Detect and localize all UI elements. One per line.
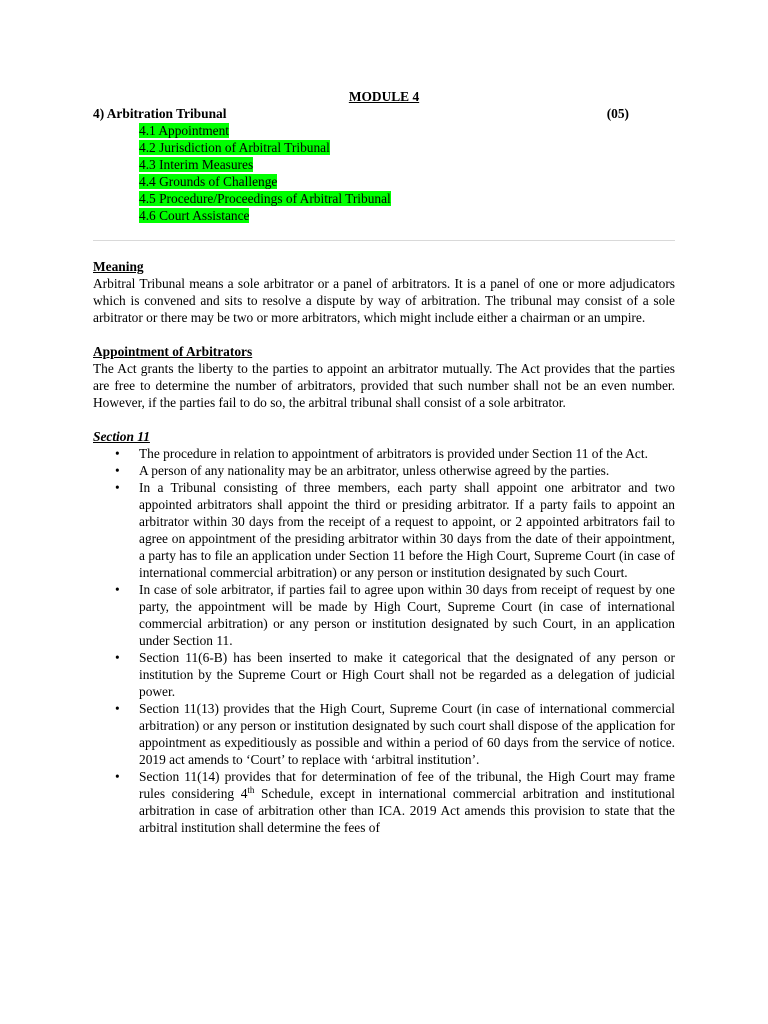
topic-item xyxy=(139,139,675,156)
meaning-heading: Meaning xyxy=(93,259,144,274)
list-item-text-part: Schedule, except in international commercial arbitration and institutional arbitration in case of arbitration other than ICA. 2019 Act amends this provision to state that the arbitral institution shall determine the fees of xyxy=(139,786,675,835)
module-title: MODULE 4 xyxy=(348,89,420,104)
list-item xyxy=(93,768,675,836)
list-item xyxy=(93,462,675,479)
list-item-text: In case of sole arbitrator, if parties fail to agree upon within 30 days from receipt of request by one party, the appointment will be made by High Court, Supreme Court (in case of international commercial arbitration) or any person or institution designated by such Court, in an application under Section 11. xyxy=(139,582,675,648)
unit-marks: (05) xyxy=(606,106,629,121)
section11-bullet-list xyxy=(93,445,675,836)
topic-label: 4.1 Appointment xyxy=(139,123,230,138)
topic-item xyxy=(139,190,675,207)
list-item-text-part: Section 11(14) provides that for determination of fee of the tribunal, the High Court may frame rules considering 4 xyxy=(139,769,675,801)
section-divider xyxy=(93,240,675,241)
bullet-icon: • xyxy=(115,463,120,478)
list-item-text: Section 11(13) provides that the High Court, Supreme Court (in case of international commercial arbitration) or any person or institution designated by such court shall dispose of the application for appointment as expeditiously as possible and within a period of 60 days from the service of notice. 2019 act amends to ‘Court’ to replace with ‘arbitral institution’. xyxy=(139,701,675,767)
bullet-icon: • xyxy=(115,480,120,495)
topic-label: 4.5 Procedure/Proceedings of Arbitral Tribunal xyxy=(139,191,391,206)
topic-list xyxy=(139,122,675,224)
bullet-icon: • xyxy=(115,701,120,716)
unit-title: 4) Arbitration Tribunal xyxy=(93,106,227,121)
topic-item xyxy=(139,156,675,173)
list-item xyxy=(93,649,675,700)
spacer xyxy=(93,411,675,428)
list-item xyxy=(93,479,675,581)
superscript-text: th xyxy=(247,785,255,795)
list-item-text: The procedure in relation to appointment of arbitrators is provided under Section 11 of the Act. xyxy=(139,446,648,461)
topic-label: 4.3 Interim Measures xyxy=(139,157,254,172)
topic-item xyxy=(139,173,675,190)
bullet-icon: • xyxy=(115,650,120,665)
list-item xyxy=(93,581,675,649)
topic-item xyxy=(139,122,675,139)
list-item xyxy=(93,700,675,768)
section11-heading: Section 11 xyxy=(93,429,150,444)
topic-label: 4.6 Court Assistance xyxy=(139,208,250,223)
bullet-icon: • xyxy=(115,582,120,597)
spacer xyxy=(93,326,675,343)
topic-label: 4.4 Grounds of Challenge xyxy=(139,174,278,189)
list-item-text: A person of any nationality may be an arbitrator, unless otherwise agreed by the parties. xyxy=(139,463,610,478)
topic-item xyxy=(139,207,675,224)
unit-heading-row xyxy=(93,105,629,122)
list-item-text: Section 11(6-B) has been inserted to make it categorical that the designated of any person or institution by the Supreme Court or High Court shall not be regarded as a delegation of judicial power. xyxy=(139,650,675,699)
appointment-paragraph: The Act grants the liberty to the parties to appoint an arbitrator mutually. The Act provides that the parties are free to determine the number of arbitrators, provided that such number shall not be an even number. However, if the parties fail to do so, the arbitral tribunal shall consist of a sole arbitrator. xyxy=(93,361,675,410)
list-item-text xyxy=(139,769,675,835)
list-item xyxy=(93,445,675,462)
bullet-icon: • xyxy=(115,769,120,784)
topic-label: 4.2 Jurisdiction of Arbitral Tribunal xyxy=(139,140,330,155)
document-page xyxy=(93,88,675,836)
list-item-text: In a Tribunal consisting of three members, each party shall appoint one arbitrator and two appointed arbitrators shall appoint the third or presiding arbitrator. If a party fails to appoint an arbitrator within 30 days from the receipt of a request to appoint, or 2 appointed arbitrators fail to agree on appointment of the presiding arbitrator within 30 days from the date of their appointment, a party has to file an application under Section 11 before the High Court, Supreme Court (in case of international commercial arbitration) or any person or institution designated by such Court. xyxy=(139,480,675,580)
bullet-icon: • xyxy=(115,446,120,461)
meaning-paragraph: Arbitral Tribunal means a sole arbitrator or a panel of arbitrators. It is a panel of one or more adjudicators which is convened and sits to resolve a dispute by way of arbitration. The tribunal may consist of a sole arbitrator or there may be two or more arbitrators, which might include either a chairman or an umpire. xyxy=(93,276,675,325)
appointment-heading: Appointment of Arbitrators xyxy=(93,344,253,359)
